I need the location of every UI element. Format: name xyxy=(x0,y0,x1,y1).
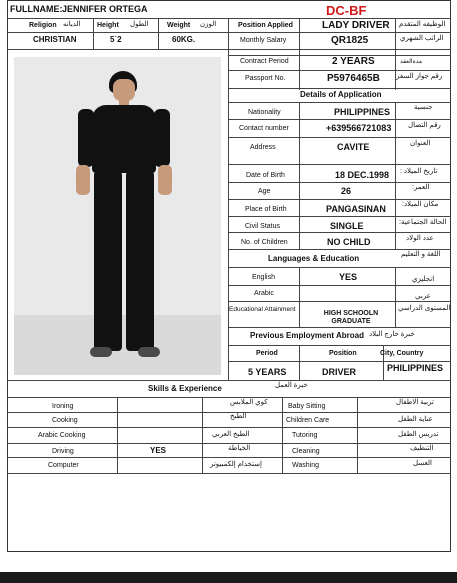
skill-baby-sitting-ar: تربية الاطفال xyxy=(396,399,434,406)
skill-driving-ar: الخياطة xyxy=(228,445,251,452)
contract-value: 2 YEARS xyxy=(332,56,375,67)
skill-computer-ar: إستخدام إلكمبيوتر xyxy=(210,461,262,468)
religion-label: Religion xyxy=(29,22,57,29)
nationality-label-ar: جنسية xyxy=(414,104,433,111)
bottom-bar xyxy=(0,572,457,583)
civil-status-label-ar: الحالة الجتماعية: xyxy=(399,219,447,226)
previous-employment-title-ar: خبرة خارج البلاد xyxy=(369,331,415,338)
age-label-ar: العمر: xyxy=(412,184,430,191)
dob-value: 18 DEC.1998 xyxy=(335,170,390,180)
address-value: CAVITE xyxy=(337,142,370,152)
civil-status-value: SINGLE xyxy=(330,221,364,231)
address-label: Address xyxy=(250,144,276,151)
dob-label: Date of Birth xyxy=(246,172,285,179)
fullname-label: FULLNAME: xyxy=(10,4,63,14)
skill-washing-ar: الغسل xyxy=(413,460,433,467)
pob-label-ar: مكان الميلاد: xyxy=(402,201,439,208)
skill-children-care: Children Care xyxy=(286,417,330,424)
children-value: NO CHILD xyxy=(327,237,371,247)
age-label: Age xyxy=(258,188,271,195)
position-label-ar: الوظيفه المتقدم xyxy=(399,21,446,28)
salary-label-ar: الراتب الشهري xyxy=(400,35,444,42)
education-value: HIGH SCHOOLN GRADUATE xyxy=(323,310,379,326)
skill-tutoring-ar: تدريس الطفل xyxy=(398,431,439,438)
applicant-photo xyxy=(14,57,221,375)
skills-title: Skills & Experience xyxy=(148,384,222,393)
religion-label-ar: الديانه xyxy=(63,21,81,28)
position-label: Position Applied xyxy=(238,22,293,29)
height-value: 5`2 xyxy=(110,35,122,44)
height-label-ar: الطول xyxy=(130,21,149,28)
contract-label-ar: مدةالعقد xyxy=(400,59,423,65)
religion-value: CHRISTIAN xyxy=(33,35,77,44)
height-label: Height xyxy=(97,22,119,29)
skill-driving-value: YES xyxy=(150,446,167,455)
skill-tutoring: Tutoring xyxy=(292,432,318,439)
country-value: PHILIPPINES xyxy=(387,363,444,373)
children-label: No. of Children xyxy=(241,239,288,246)
english-label-ar: انجليزي xyxy=(412,276,435,283)
passport-value: P5976465B xyxy=(327,73,380,84)
skill-cooking-ar: الطبخ xyxy=(230,413,247,420)
dob-label-ar: تاريخ الميلاد : xyxy=(400,168,438,175)
skill-computer: Computer xyxy=(48,462,79,469)
details-title: Details of Application xyxy=(300,90,382,99)
skills-title-ar: خبرة العمل xyxy=(275,382,308,389)
arabic-label-ar: عربي xyxy=(415,293,431,300)
education-label: Educational Attainment xyxy=(229,306,296,313)
contact-label-ar: رقم التصال xyxy=(408,122,441,129)
skill-ironing: Ironing xyxy=(52,403,74,410)
salary-label: Monthly Salary xyxy=(240,37,287,44)
country-header: City, Country xyxy=(380,350,424,357)
contract-label: Contract Period xyxy=(240,58,289,65)
english-label: English xyxy=(252,274,275,281)
skill-cleaning-ar: التنظيف xyxy=(410,445,434,452)
fullname-value: JENNIFER ORTEGA xyxy=(62,4,148,14)
languages-title-ar: اللغة و التعليم xyxy=(401,251,441,258)
weight-value: 60KG. xyxy=(172,35,196,44)
pob-value: PANGASINAN xyxy=(326,204,386,214)
skill-arabic-cooking: Arabic Cooking xyxy=(38,432,86,439)
children-label-ar: عدد الولاد xyxy=(406,235,434,242)
civil-status-label: Civil Status xyxy=(245,223,281,230)
skill-ironing-ar: كوي الملابس xyxy=(230,399,268,406)
form-code: DC-BF xyxy=(326,3,367,18)
salary-value: QR1825 xyxy=(331,35,369,46)
arabic-label: Arabic xyxy=(254,290,274,297)
nationality-value: PHILIPPINES xyxy=(334,107,391,117)
period-header: Period xyxy=(256,350,278,357)
age-value: 26 xyxy=(341,186,352,196)
weight-label-ar: الوزن xyxy=(200,21,217,28)
passport-label-ar: رقم جواز السفر xyxy=(396,73,443,80)
position-value: LADY DRIVER xyxy=(322,20,390,31)
previous-employment-title: Previous Employment Abroad xyxy=(250,331,364,340)
skill-cleaning: Cleaning xyxy=(292,448,320,455)
position-header: Position xyxy=(329,350,357,357)
skill-cooking: Cooking xyxy=(52,417,78,424)
contact-value: +639566721083 xyxy=(326,123,392,133)
skill-driving: Driving xyxy=(52,448,74,455)
address-label-ar: العنوان xyxy=(410,140,431,147)
english-value: YES xyxy=(339,272,358,282)
period-value: 5 YEARS xyxy=(248,367,287,377)
nationality-label: Nationality xyxy=(248,109,281,116)
pob-label: Place of Birth xyxy=(245,206,287,213)
prev-position-value: DRIVER xyxy=(322,367,357,377)
education-label-ar: المستوى الدراسي xyxy=(398,305,451,312)
skill-children-care-ar: عناية الطفل xyxy=(398,416,433,423)
contact-label: Contact number xyxy=(239,125,289,132)
skill-baby-sitting: Baby Sitting xyxy=(288,403,326,410)
weight-label: Weight xyxy=(167,22,191,29)
skill-arabic-cooking-ar: الطبخ العربي xyxy=(212,431,250,438)
skill-washing: Washing xyxy=(292,462,319,469)
languages-title: Languages & Education xyxy=(268,254,360,263)
passport-label: Passport No. xyxy=(245,75,286,82)
